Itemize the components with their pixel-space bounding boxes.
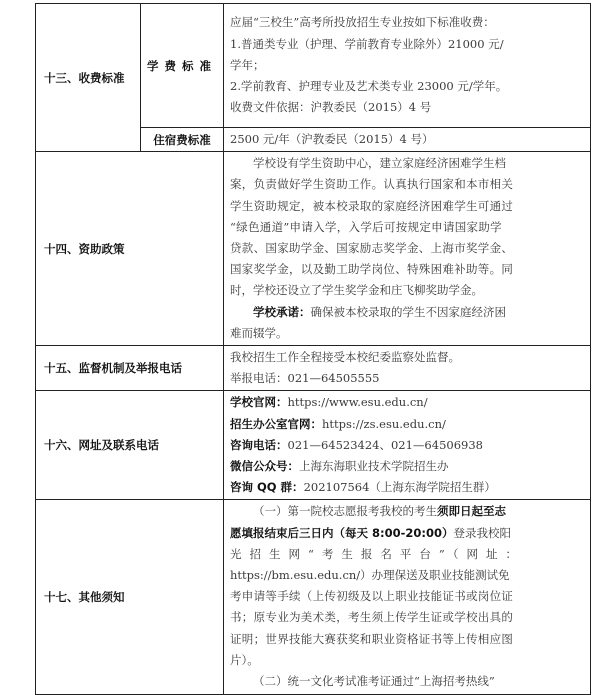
contact-heading: 十六、网址及联系电话 (44, 438, 159, 453)
notes-line: https://bm.esu.edu.cn/）办理保送及职业技能测试免 (230, 568, 510, 583)
fee-heading: 十三、收费标准 (44, 70, 125, 85)
tuition-content (224, 4, 591, 128)
admissions-info-table (35, 3, 591, 695)
notes-p1-bold1: 须即日起至志 (437, 504, 506, 519)
contact-website-line (230, 392, 585, 413)
notes-content (224, 500, 591, 695)
notes-line: 光招生网“考生报名平台”（网址： (230, 546, 526, 561)
contact-heading-cell (36, 391, 224, 500)
tuition-label-cell (141, 4, 224, 128)
supervision-line: 我校招生工作全程接受本校纪委监察处监督。 (230, 350, 460, 365)
aid-line: 案，负责做好学生资助工作。认真执行国家和本市相关 (230, 177, 514, 192)
notes-line: 书；原专业为美术类，考生须上传学生证或学校出具的 (230, 610, 514, 625)
tuition-line: 1.普通类专业（护理、学前教育专业除外）21000 元/ (230, 36, 504, 51)
notes-line: 片）。 (230, 652, 259, 667)
tuition-line: 应届“三校生”高考所投放招生专业按如下标准收费： (230, 15, 495, 30)
contact-admissions-line (230, 414, 585, 435)
notes-heading-cell (36, 500, 224, 695)
aid-heading: 十四、资助政策 (44, 241, 125, 256)
contact-website-label: 学校官网： (230, 395, 288, 410)
dorm-text: 2500 元/年（沪教委民（2015）4 号） (230, 132, 434, 146)
notes-p2: （二）统一文化考试准考证通过“上海招考热线” (253, 674, 495, 689)
notes-line: 考申请等手续（上传初级及以上职业技能证书或岗位证 (230, 589, 514, 604)
aid-heading-cell (36, 152, 224, 346)
aid-promise-tail: 难而辍学。 (230, 325, 288, 340)
aid-line: 学生资助规定，被本校录取的家庭经济困难学生可通过 (230, 198, 514, 213)
contact-phone-line (230, 435, 585, 456)
contact-qq-value: 202107564（上海东海学院招生群） (303, 480, 496, 495)
aid-line: 贷款、国家助学金、国家励志奖学金、上海市奖学金、 (230, 241, 514, 256)
notes-p1-line (230, 501, 585, 522)
supervision-content (224, 346, 591, 391)
notes-p1-after: 登录我校阳 (453, 525, 511, 540)
tuition-line: 收费文件依据：沪教委民（2015）4 号 (230, 100, 432, 115)
aid-promise-label: 学校承诺： (253, 304, 311, 319)
dorm-label-cell (141, 128, 224, 152)
notes-heading: 十七、其他须知 (44, 590, 125, 605)
contact-row (36, 391, 591, 500)
contact-website-value[interactable]: https://www.esu.edu.cn/ (287, 395, 428, 410)
aid-line: 学校设有学生资助中心，建立家庭经济困难学生档 (253, 156, 506, 171)
contact-content (224, 391, 591, 500)
fee-tuition-row (36, 4, 591, 128)
notes-row (36, 500, 591, 695)
aid-promise-line (230, 302, 585, 323)
dorm-label: 住宿费标准 (153, 132, 211, 147)
aid-line: “绿色通道”申请入学，入学后可按规定申请国家助学 (230, 219, 502, 234)
supervision-line: 举报电话：021—64505555 (230, 371, 380, 386)
contact-qq-label: 咨询 QQ 群： (230, 480, 304, 495)
tuition-line: 学年； (230, 57, 265, 72)
notes-p1-bold2: 愿填报结束后三日内（每天 8:00-20:00） (230, 525, 454, 540)
fee-heading-cell (36, 4, 141, 152)
aid-line: 时，学校还设立了学生奖学金和庄飞柳奖助学金。 (230, 283, 483, 298)
aid-line: 国家奖学金，以及勤工助学岗位、特殊困难补助等。同 (230, 262, 514, 277)
contact-wechat-line (230, 456, 585, 477)
tuition-line: 2.学前教育、护理专业及艺术类专业 23000 元/学年。 (230, 79, 508, 94)
aid-promise-text: 确保被本校录取的学生不因家庭经济困 (310, 304, 506, 319)
contact-admissions-label: 招生办公室官网： (230, 416, 322, 431)
dorm-content (224, 128, 591, 152)
supervision-heading-cell (36, 346, 224, 391)
contact-phone-label: 咨询电话： (230, 437, 288, 452)
supervision-heading: 十五、监督机制及举报电话 (44, 361, 182, 376)
supervision-row (36, 346, 591, 391)
contact-qq-line (230, 477, 585, 498)
contact-wechat-label: 微信公众号： (230, 459, 299, 474)
contact-phone-value: 021—64523424、021—64506938 (287, 437, 483, 452)
notes-p1-start: （一）第一院校志愿报考我校的考生 (253, 504, 437, 519)
contact-wechat-value: 上海东海职业技术学院招生办 (299, 459, 449, 474)
contact-admissions-value[interactable]: https://zs.esu.edu.cn/ (322, 416, 446, 431)
notes-line: 证明；世界技能大赛获奖和职业资格证书等上传相应图 (230, 631, 514, 646)
tuition-label: 学费标准 (147, 58, 217, 73)
notes-p1-line (230, 523, 585, 544)
aid-row (36, 152, 591, 346)
aid-content (224, 152, 591, 346)
